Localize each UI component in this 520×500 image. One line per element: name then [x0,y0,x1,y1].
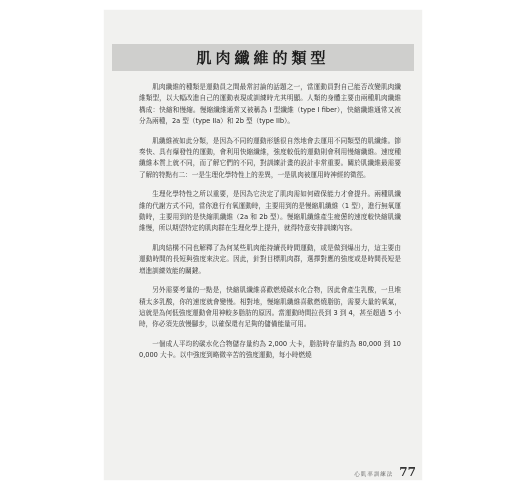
paragraph: 生理化學特性之所以重要，是因為它決定了肌肉需如何確保能力才會提升。兩種肌纖維的代謝方式不同，當你進行有氧運動時，主要用到的是慢縮肌纖維（1 型），進行無氧運動時，主要用到的是快縮肌纖維（2a 和 2b 型）。慢縮肌纖維產生疲憊的速度較快縮肌纖維慢，所以期望特定的肌肉群在生理化學上提升，就得特意安排訓練內容。 [139,190,401,233]
paragraph: 肌肉結構不同也解釋了為何某些肌肉能持續長時間運動，或是做到爆出力，這主要由運動時間的長短與強度來決定。因此，針對目標肌肉群，選擇對應的強度或是時間長短是增進訓練效能的關鍵。 [139,243,401,275]
page-footer [304,465,416,479]
paragraph: 另外需要考量的一點是，快縮肌纖維喜歡燃燒碳水化合物，因此會產生乳酸，一旦堆積太多乳酸，你的速度就會變慢。相對地，慢縮肌纖維喜歡燃燒脂肪，需要大量的氧氣，這就是為何低強度運動會用神較多脂肪的原因。當運動時間拉長到 3 到 4，甚至超過 5 小時，你必須先放慢腳步，以確保還有足夠的儲備能量可用。 [139,286,401,329]
paragraph: 肌肉纖維的種類是運動員之間最常討論的話題之一，當運動員對自己能否改變肌肉纖維類型，以大幅改進自己的運動表現或訓練時尤其明顯。人類的身體主要由兩種肌肉纖維構成：快縮和慢縮。慢縮纖維通常又被稱為 I 型纖維（type I fiber），快縮纖維通常又被分為兩種，2a 型（type IIa）和 2b 型（type IIb）。 [139,83,401,126]
paragraph: 一個成人平均的碳水化合物儲存量約為 2,000 大卡，脂肪時存量約為 80,000 到 100,000 大卡。以中強度到略微辛苦的強度運動，每小時燃燒 [139,339,401,360]
body-text [139,82,401,370]
running-head: 心肌率訓練法 [354,472,394,478]
book-page [104,10,422,480]
page-number: 77 [399,465,416,479]
section-title-bar [112,44,414,71]
section-title: 肌肉纖維的類型 [196,49,330,67]
paragraph: 肌纖維被如此分類，是因為不同的運動形態很自然地會去運用不同類型的肌纖維。節奏快、具有爆發性的運動，會利用快縮纖維，強度較低的運動則會利用慢縮纖維。速度種纖維本質上就不同，而了解它們的不同，對訓練計畫的設計非常重要。關於肌纖維最需要了解的特點有二：一是生理化學特性上的差異，一是肌肉被運用時神經的徵徑。 [139,136,401,179]
